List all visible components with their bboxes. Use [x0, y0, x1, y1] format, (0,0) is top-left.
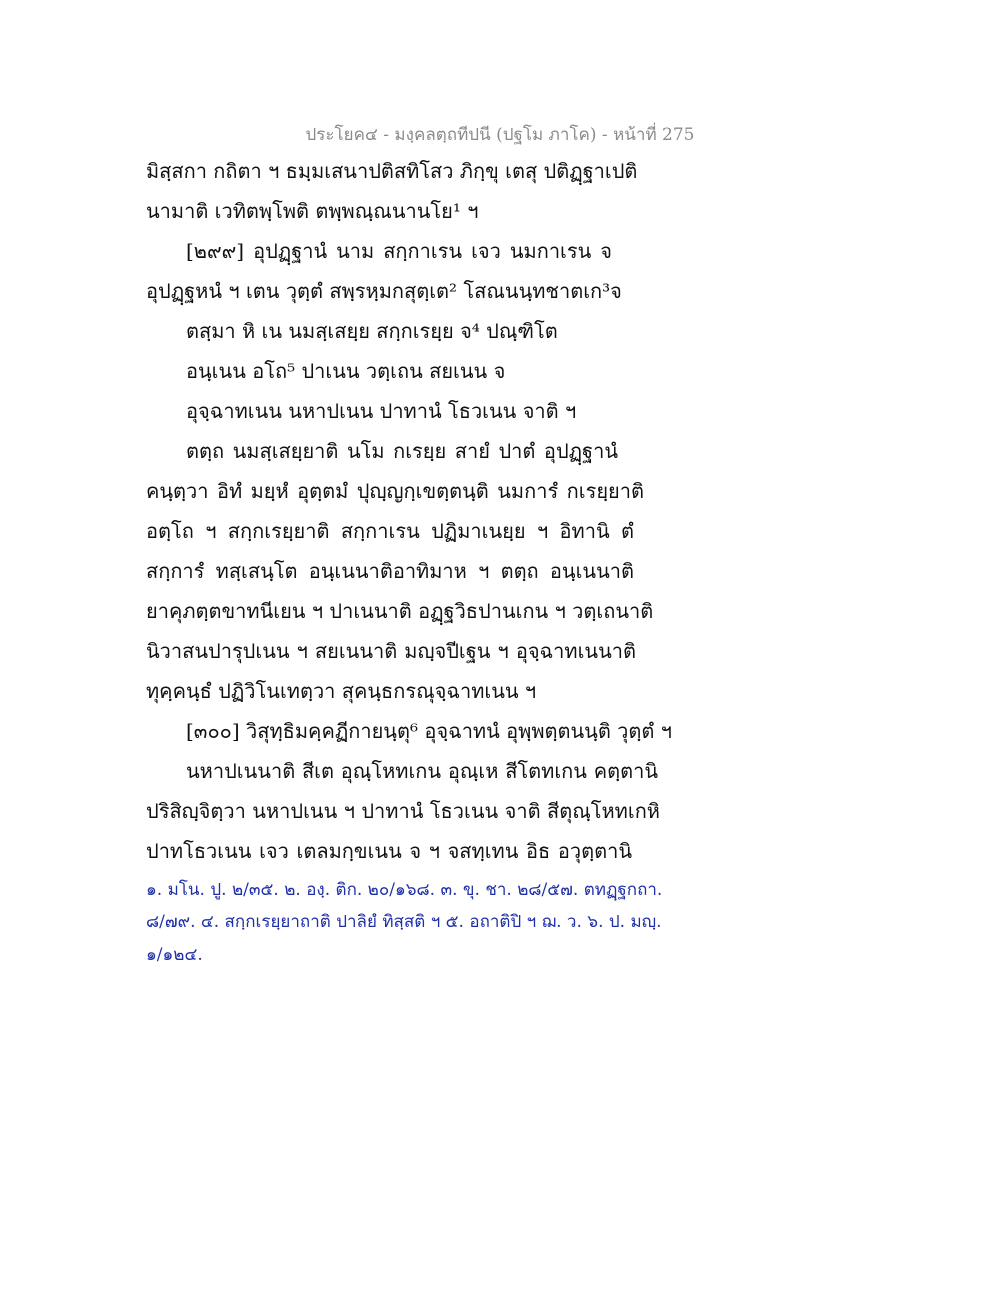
footnote-line: ๑/๑๒๔.: [146, 945, 203, 965]
text-line: มิสฺสกา กถิตา ฯ ธมฺมเสนาปติสทิโสว ภิกฺขุ เตสุ ปติฏฺฐาเปติ: [146, 159, 638, 183]
text-line: อุปฏฺฐหนํ ฯ เตน วุตฺตํ สพฺรหฺมกสุตฺเต² โสณนนฺทชาตเก³จ: [146, 279, 622, 303]
text-line: ทุคฺคนฺธํ ปฏิวิโนเทตฺวา สุคนฺธกรณุจฺฉาทเนน ฯ: [146, 679, 537, 703]
text-line: [๓๐๐] วิสุทฺธิมคฺคฏีกายนฺตุ⁶ อุจฺฉาทนํ อุพฺพตฺตนนฺติ วุตฺตํ ฯ: [186, 719, 672, 743]
verse-line: อุจฺฉาทเนน นหาปเนน ปาทานํ โธวเนน จาติ ฯ: [186, 399, 577, 423]
text-line: ยาคุภตฺตขาทนีเยน ฯ ปาเนนาติ อฏฺฐวิธปานเกน ฯ วตฺเถนาติ: [146, 599, 654, 623]
text-line: นิวาสนปารุปเนน ฯ สยเนนาติ มญฺจปีเฐน ฯ อุจฺฉาทเนนาติ: [146, 639, 636, 663]
page-header: ประโยค๔ - มงฺคลตฺถทีปนี (ปฐโม ภาโค) - หน้าที่ 275: [305, 125, 695, 145]
text-line: ปริสิญฺจิตฺวา นหาปเนน ฯ ปาทานํ โธวเนน จาติ สีตุณฺโหทเกหิ: [146, 799, 660, 823]
text-line: สกฺการํ ทสฺเสนฺโต อนฺเนนาติอาทิมาห ฯ ตตฺถ อนฺเนนาติ: [146, 559, 634, 583]
text-line: อตฺโถ ฯ สกฺกเรยฺยาติ สกฺกาเรน ปฏิมาเนยฺย ฯ อิทานิ ตํ: [146, 519, 634, 543]
verse-line: ตสฺมา หิ เน นมสฺเสยฺย สกฺกเรยฺย จ⁴ ปณฺฑิโต: [186, 319, 558, 343]
text-line: นามาติ เวทิตพฺโพติ ตพฺพณฺณนานโย¹ ฯ: [146, 199, 479, 223]
text-line: [๒๙๙] อุปฏฺฐานํ นาม สกฺกาเรน เจว นมกาเรน จ: [186, 239, 612, 263]
verse-line: อนฺเนน อโถ⁵ ปาเนน วตฺเถน สยเนน จ: [186, 359, 506, 383]
text-line: ปาทโธวเนน เจว เตลมกฺขเนน จ ฯ จสทฺเทน อิธ อวุตฺตานิ: [146, 839, 632, 863]
text-line: คนฺตฺวา อิทํ มยฺหํ อุตฺตมํ ปุญฺญกฺเขตฺตนฺติ นมการํ กเรยฺยาติ: [146, 479, 644, 503]
footnote-line: ๘/๗๙. ๔. สกฺกเรยฺยาถาติ ปาลิยํ ทิสฺสติ ฯ ๕. อถาติปิ ฯ ฌ. ว. ๖. ป. มญฺ.: [146, 912, 662, 932]
text-line: นหาปเนนาติ สีเต อุณฺโหทเกน อุณฺเห สีโตทเกน คตฺตานิ: [186, 759, 658, 783]
footnote-line: ๑. มโน. ปู. ๒/๓๕. ๒. องฺ. ติก. ๒๐/๑๖๘. ๓. ขุ. ชา. ๒๘/๕๗. ตทฏฺฐกถา.: [146, 880, 663, 900]
text-line: ตตฺถ นมสฺเสยฺยาติ นโม กเรยฺย สายํ ปาตํ อุปฏฺฐานํ: [186, 439, 618, 463]
